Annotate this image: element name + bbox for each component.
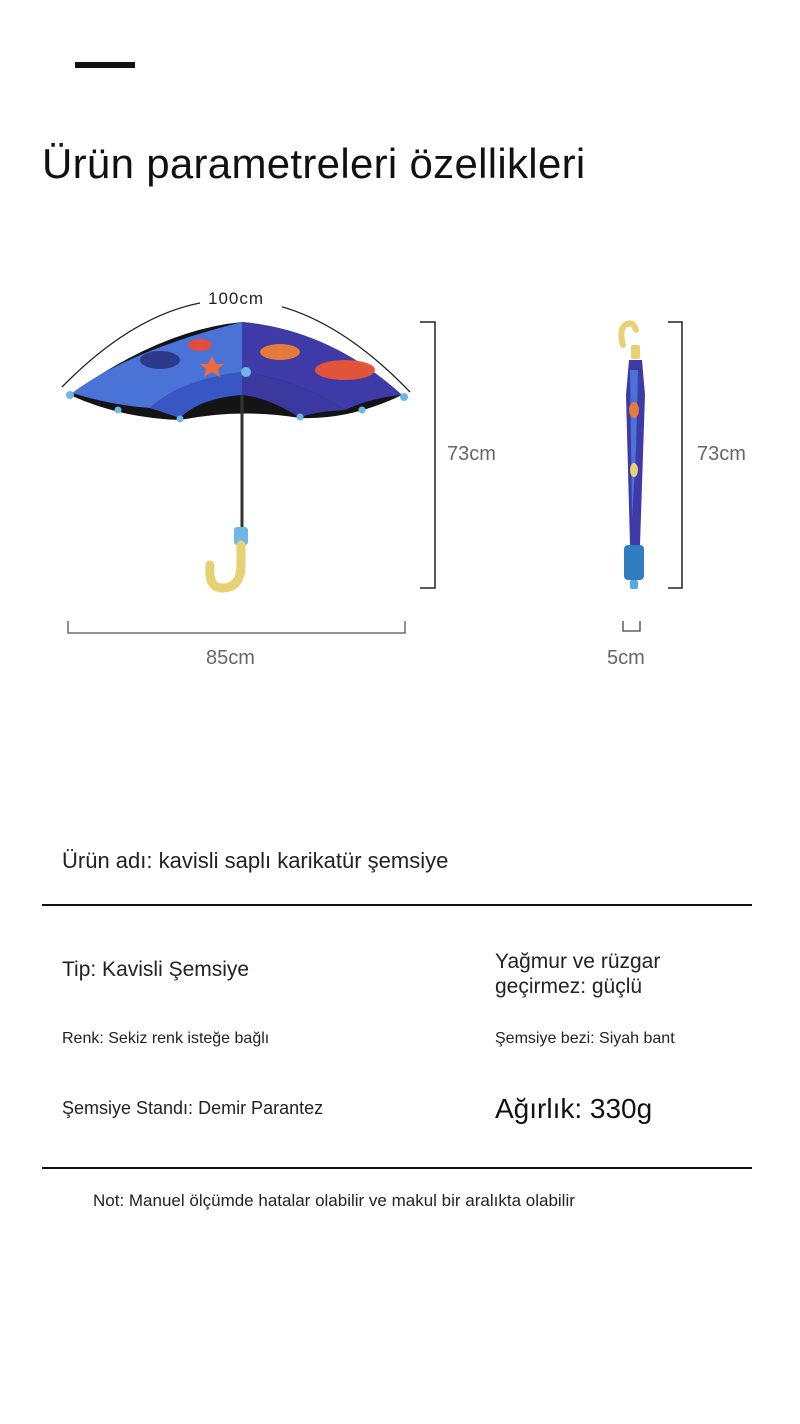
- closed-width-label: 5cm: [607, 647, 645, 669]
- umbrella-diagram: [0, 280, 800, 680]
- divider-bottom: [42, 1167, 752, 1169]
- closed-umbrella-icon: [621, 323, 645, 589]
- measurement-note: Not: Manuel ölçümde hatalar olabilir ve makul bir aralıkta olabilir: [93, 1191, 575, 1210]
- spec-wind-line1: Yağmur ve rüzgar: [495, 950, 661, 973]
- closed-height-label: 73cm: [697, 443, 746, 465]
- spec-stand: Şemsiye Standı: Demir Parantez: [62, 1098, 324, 1118]
- divider-top: [42, 904, 752, 906]
- height-bracket-closed: [668, 322, 682, 588]
- spec-type: Tip: Kavisli Şemsiye: [62, 958, 250, 981]
- spec-weight: Ağırlık: 330g: [495, 1093, 653, 1124]
- spec-color: Renk: Sekiz renk isteğe bağlı: [62, 1030, 270, 1047]
- product-name: Ürün adı: kavisli saplı karikatür şemsiye: [62, 848, 449, 873]
- arc-length-label: 100cm: [208, 289, 265, 308]
- page-title: Ürün parametreleri özellikleri: [42, 140, 586, 187]
- spec-fabric: Şemsiye bezi: Siyah bant: [495, 1030, 675, 1047]
- top-accent-bar: [75, 62, 135, 68]
- width-bracket-open: [68, 621, 405, 633]
- spec-wind-line2: geçirmez: güçlü: [495, 975, 643, 998]
- open-umbrella-icon: [66, 322, 408, 588]
- open-height-label: 73cm: [447, 443, 496, 465]
- open-width-label: 85cm: [206, 647, 255, 669]
- height-bracket-open: [420, 322, 435, 588]
- width-bracket-closed: [623, 621, 640, 631]
